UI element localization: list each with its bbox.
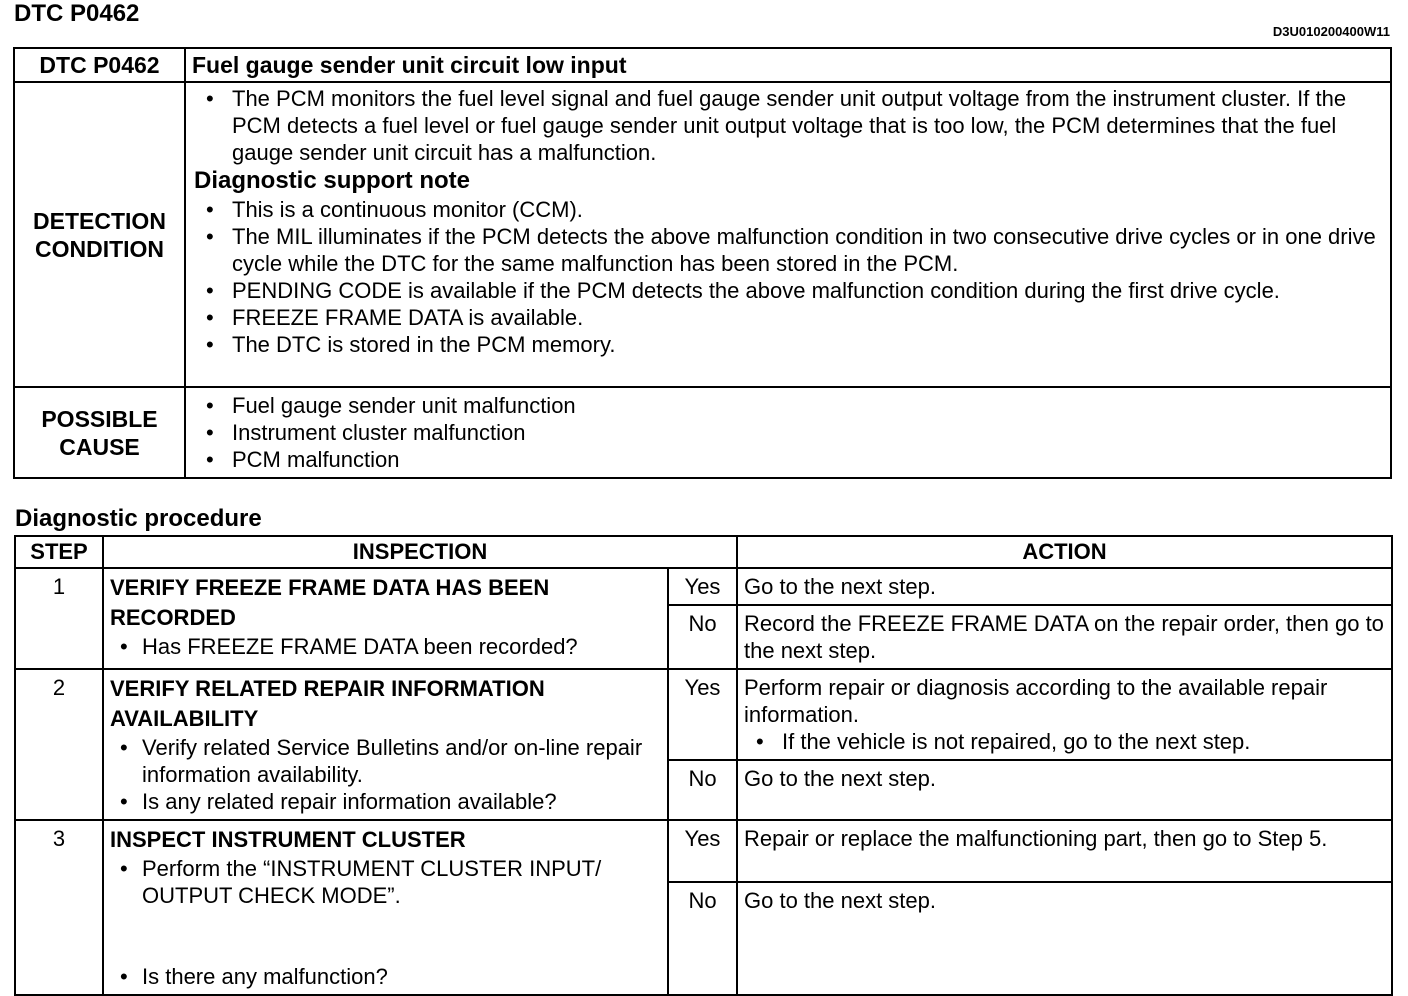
possible-cause-content xyxy=(185,387,1391,478)
support-note-title: Diagnostic support note xyxy=(194,167,470,194)
step-inspection xyxy=(103,669,668,820)
step-row xyxy=(15,568,1392,605)
no-label: No xyxy=(668,882,737,995)
no-action: Go to the next step. xyxy=(737,760,1392,820)
yes-action-sub: • If the vehicle is not repaired, go to the next step. xyxy=(744,728,1385,755)
label-line: DETECTION xyxy=(33,207,166,234)
page-title: DTC P0462 xyxy=(14,0,140,27)
cause-item: • Fuel gauge sender unit malfunction xyxy=(194,392,1382,419)
yes-label: Yes xyxy=(668,820,737,882)
step-inspection xyxy=(103,568,668,669)
step-number: 2 xyxy=(15,669,103,820)
step-row xyxy=(15,669,1392,760)
detection-condition-label xyxy=(14,82,185,387)
step-inspection xyxy=(103,820,668,995)
possible-cause-row xyxy=(14,387,1391,478)
support-note-item: • This is a continuous monitor (CCM). xyxy=(194,196,1382,223)
possible-cause-label xyxy=(14,387,185,478)
dtc-header-row xyxy=(14,48,1391,82)
step-heading: VERIFY FREEZE FRAME DATA HAS BEEN RECORDED xyxy=(110,575,550,630)
cause-item: • PCM malfunction xyxy=(194,446,1382,473)
col-action-header: ACTION xyxy=(737,536,1392,568)
yes-label: Yes xyxy=(668,568,737,605)
dtc-info-table xyxy=(13,47,1392,479)
support-note-item: • The MIL illuminates if the PCM detects the above malfunction condition in two consecutive drive cycles or in one drive cycle while the DTC for the same malfunction has been stored in the PCM. xyxy=(194,223,1382,277)
dtc-code-cell: DTC P0462 xyxy=(14,48,185,82)
yes-action-text: Perform repair or diagnosis according to the available repair information. xyxy=(744,675,1328,727)
col-step-header: STEP xyxy=(15,536,103,568)
no-label: No xyxy=(668,605,737,669)
col-inspection-header: INSPECTION xyxy=(103,536,737,568)
inspection-bullet: • Is there any malfunction? xyxy=(110,963,661,990)
step-number: 3 xyxy=(15,820,103,995)
document-id: D3U010200400W11 xyxy=(1272,24,1390,39)
no-label: No xyxy=(668,760,737,820)
step-heading: VERIFY RELATED REPAIR INFORMATION AVAILABILITY xyxy=(110,676,545,731)
yes-action: Repair or replace the malfunctioning part, then go to Step 5. xyxy=(737,820,1392,882)
support-note-item: • FREEZE FRAME DATA is available. xyxy=(194,304,1382,331)
step-number: 1 xyxy=(15,568,103,669)
inspection-bullet: • Has FREEZE FRAME DATA been recorded? xyxy=(110,633,661,660)
label-line: CAUSE xyxy=(59,433,140,460)
step-row xyxy=(15,820,1392,882)
inspection-bullet: • Perform the “INSTRUMENT CLUSTER INPUT/ OUTPUT CHECK MODE”. xyxy=(110,855,661,909)
step-heading: INSPECT INSTRUMENT CLUSTER xyxy=(110,827,466,852)
procedure-title: Diagnostic procedure xyxy=(15,505,262,532)
label-line: POSSIBLE xyxy=(41,405,158,432)
yes-label: Yes xyxy=(668,669,737,760)
detection-condition-row xyxy=(14,82,1391,387)
no-action: Go to the next step. xyxy=(737,882,1392,995)
label-line: CONDITION xyxy=(34,235,165,262)
inspection-bullet: • Verify related Service Bulletins and/or on-line repair information availability. xyxy=(110,734,661,788)
dtc-description: Fuel gauge sender unit circuit low input xyxy=(185,48,1391,82)
yes-action: Go to the next step. xyxy=(737,568,1392,605)
inspection-bullet: • Is any related repair information available? xyxy=(110,788,661,815)
yes-action xyxy=(737,669,1392,760)
procedure-header-row xyxy=(15,536,1392,568)
detection-intro: • The PCM monitors the fuel level signal and fuel gauge sender unit output voltage from the instrument cluster. If the PCM detects a fuel level or fuel gauge sender unit output voltage that is too low, the PCM determines that the fuel gauge sender unit circuit has a malfunction. xyxy=(194,85,1382,166)
support-note-item: • PENDING CODE is available if the PCM detects the above malfunction condition during the first drive cycle. xyxy=(194,277,1382,304)
diagnostic-procedure-table xyxy=(14,535,1393,996)
detection-condition-content xyxy=(185,82,1391,387)
cause-item: • Instrument cluster malfunction xyxy=(194,419,1382,446)
support-note-item: • The DTC is stored in the PCM memory. xyxy=(194,331,1382,358)
no-action: Record the FREEZE FRAME DATA on the repair order, then go to the next step. xyxy=(737,605,1392,669)
